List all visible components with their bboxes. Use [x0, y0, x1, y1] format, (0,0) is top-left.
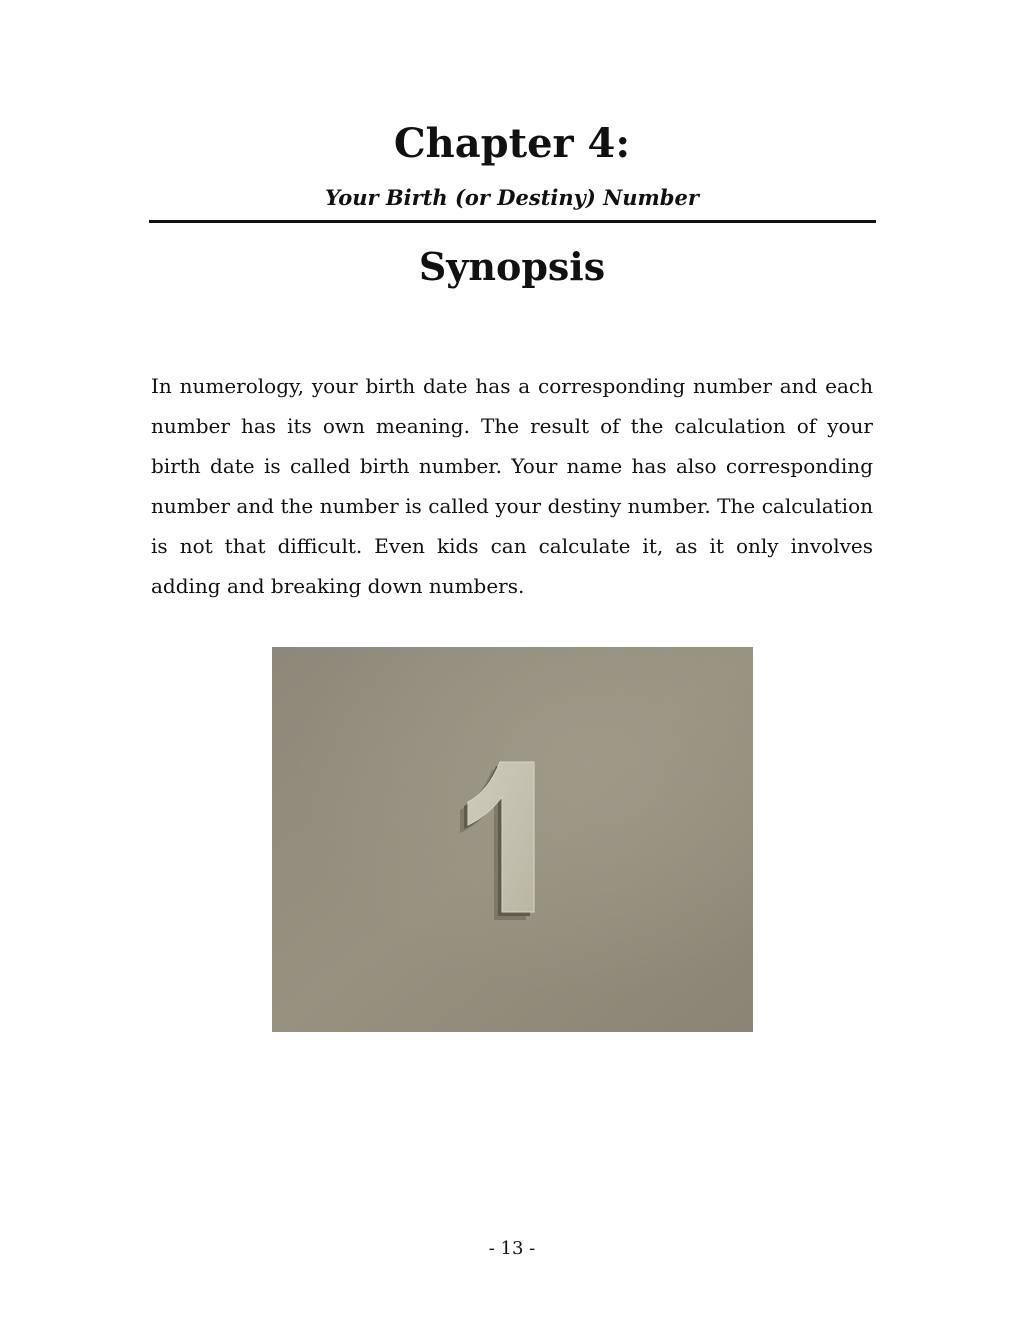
synopsis-paragraph: In numerology, your birth date has a corresponding number and each number has its own meaning. The result of the calculation of your birth date is called birth number. Your name has also corresponding number and the number is called your destiny number. The calculation is not that difficult. Even kids can calculate it, as it only involves adding and breaking down numbers. [151, 374, 873, 598]
page-number: - 13 - [488, 1238, 536, 1259]
chapter-subtitle: Your Birth (or Destiny) Number [325, 185, 699, 210]
chapter-title: Chapter 4: [393, 120, 631, 167]
number-one-image [272, 647, 753, 1032]
section-title: Synopsis [418, 244, 606, 289]
title-divider [149, 220, 876, 223]
